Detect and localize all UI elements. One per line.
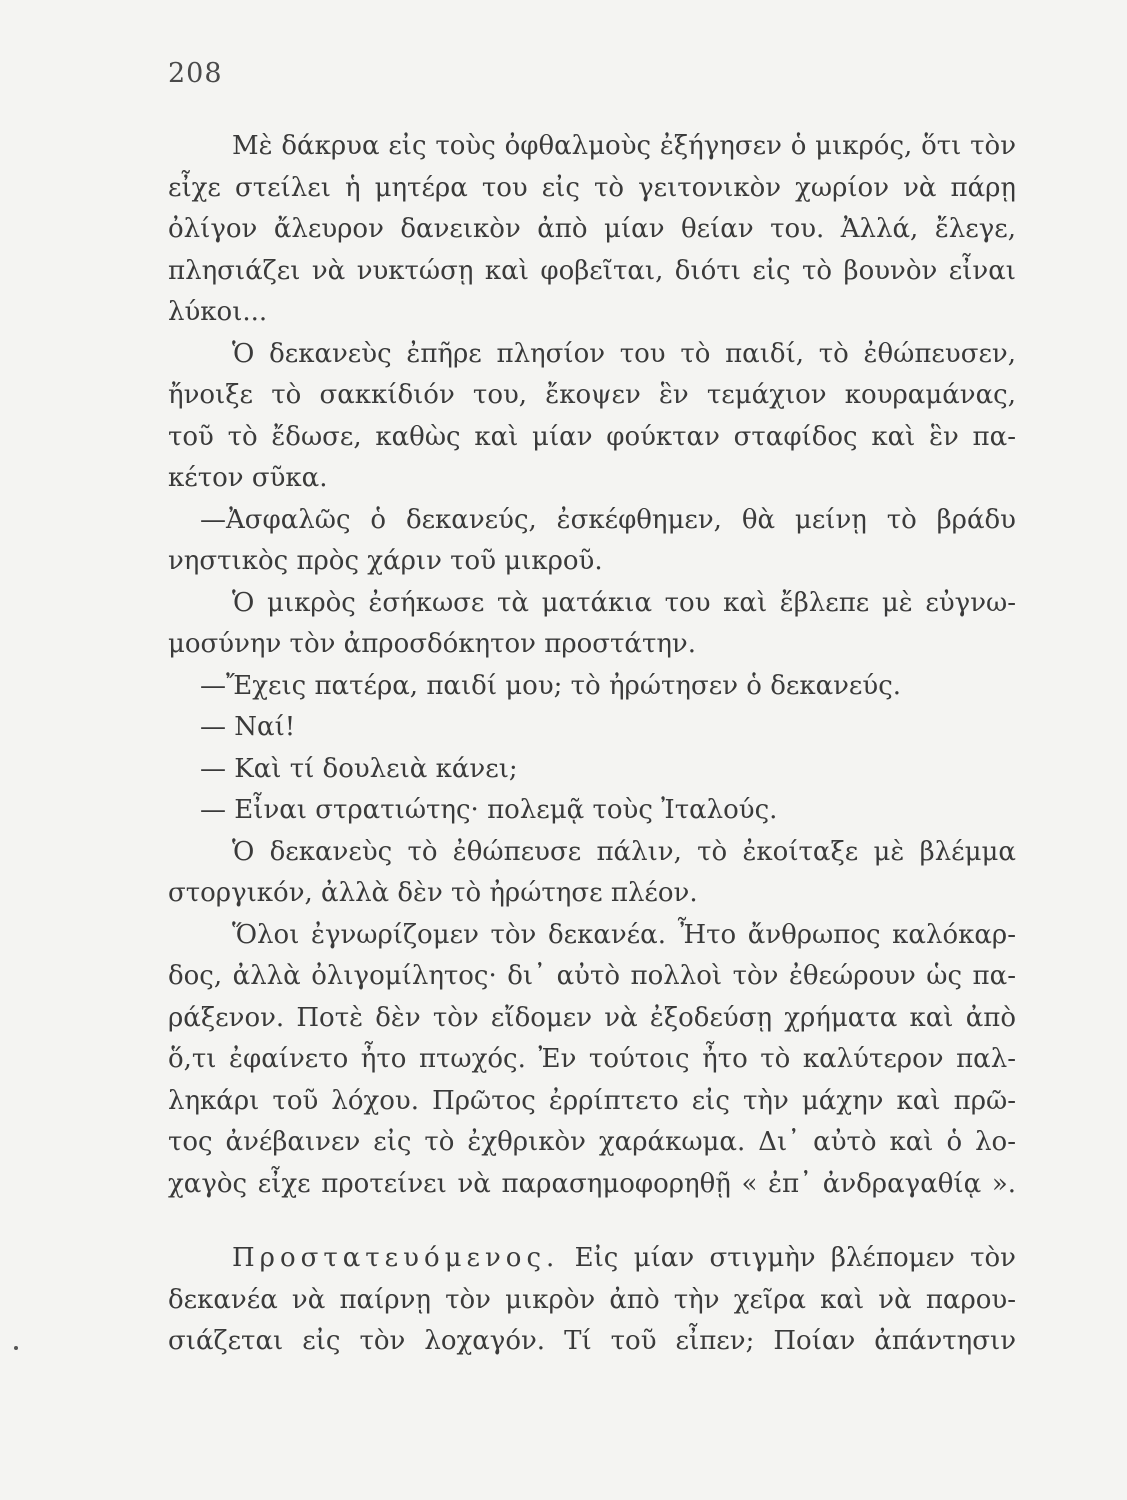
text-line: Ὅλοι ἐγνωρίζομεν τὸν δεκανέα. Ἦτο ἄνθρωπος καλόκαρ- bbox=[232, 919, 1016, 950]
text-line: δεκανέα νὰ παίρνῃ τὸν μικρὸν ἀπὸ τὴν χεῖρα καὶ νὰ παρου- bbox=[168, 1284, 1016, 1315]
page-speck bbox=[14, 1346, 18, 1350]
text-line: Ὁ δεκανεὺς ἐπῆρε πλησίον του τὸ παιδί, τὸ ἐθώπευσεν, bbox=[232, 338, 1016, 369]
text-line: ὀλίγον ἄλευρον δανεικὸν ἀπὸ μίαν θείαν του. Ἀλλά, ἔλεγε, bbox=[168, 214, 1016, 244]
dialogue-line: —Ἔχεις πατέρα, παιδί μου; τὸ ἠρώτησεν ὁ δεκανεύς. bbox=[200, 670, 902, 701]
text-line: —Ἀσφαλῶς ὁ δεκανεύς, ἐσκέφθημεν, θὰ μείνῃ τὸ βράδυ bbox=[200, 504, 1016, 535]
page-number: 208 bbox=[168, 58, 223, 89]
section-first-line-rest: Εἰς μίαν στιγμὴν βλέπομεν τὸν bbox=[574, 1243, 1016, 1273]
section-text bbox=[168, 1238, 1016, 1363]
text-line: ἤνοιξε τὸ σακκίδιόν του, ἔκοψεν ἓν τεμάχιον κουραμάνας, bbox=[168, 380, 1016, 410]
text-line: ράξενον. Ποτὲ δὲν τὸν εἴδομεν νὰ ἐξοδεύσῃ χρήματα καὶ ἀπὸ bbox=[168, 1002, 1016, 1033]
text-line: Ὁ μικρὸς ἐσήκωσε τὰ ματάκια του καὶ ἔβλεπε μὲ εὐγνω- bbox=[232, 587, 1016, 618]
dialogue-line: — Καὶ τί δουλειὰ κάνει; bbox=[200, 753, 518, 784]
text-line: χαγὸς εἶχε προτείνει νὰ παρασημοφορηθῇ « ἐπ᾿ ἀνδραγαθίᾳ ». bbox=[168, 1168, 1016, 1199]
text-line: τοῦ τὸ ἔδωσε, καθὼς καὶ μίαν φούκταν σταφίδος καὶ ἓν πα- bbox=[168, 421, 1016, 452]
text-line: δος, ἀλλὰ ὀλιγομίλητος· δι᾿ αὐτὸ πολλοὶ τὸν ἐθεώρουν ὡς πα- bbox=[168, 961, 1016, 991]
text-line: ληκάρι τοῦ λόχου. Πρῶτος ἐρρίπτετο εἰς τὴν μάχην καὶ πρῶ- bbox=[168, 1085, 1016, 1116]
section-first-line bbox=[168, 1238, 1016, 1280]
text-line: εἶχε στείλει ἡ μητέρα του εἰς τὸ γειτονικὸν χωρίον νὰ πάρῃ bbox=[168, 172, 1016, 203]
text-line: σιάζεται εἰς τὸν λοχαγόν. Τί τοῦ εἶπεν; Ποίαν ἀπάντησιν bbox=[168, 1326, 1016, 1356]
text-line: Ὁ δεκανεὺς τὸ ἐθώπευσε πάλιν, τὸ ἐκοίταξε μὲ βλέμμα bbox=[232, 836, 1016, 867]
text-line: στοργικόν, ἀλλὰ δὲν τὸ ἠρώτησε πλέον. bbox=[168, 878, 698, 908]
text-line: νηστικὸς πρὸς χάριν τοῦ μικροῦ. bbox=[168, 546, 603, 576]
dialogue-line: — Ναί! bbox=[200, 712, 296, 742]
section-heading: Προστατευόμενος. bbox=[232, 1243, 560, 1273]
text-line: κέτον σῦκα. bbox=[168, 463, 328, 493]
text-line: πλησιάζει νὰ νυκτώσῃ καὶ φοβεῖται, διότι εἰς τὸ βουνὸν εἶναι bbox=[168, 255, 1016, 286]
text-line: λύκοι... bbox=[168, 297, 268, 327]
text-line: μοσύνην τὸν ἀπροσδόκητον προστάτην. bbox=[168, 629, 696, 659]
text-line: Μὲ δάκρυα εἰς τοὺς ὀφθαλμοὺς ἐξήγησεν ὁ μικρός, ὅτι τὸν bbox=[232, 131, 1016, 161]
text-line: ὅ,τι ἐφαίνετο ἦτο πτωχός. Ἐν τούτοις ἦτο τὸ καλύτερον παλ- bbox=[168, 1044, 1016, 1074]
body-text bbox=[168, 126, 1016, 1205]
dialogue-line: — Εἶναι στρατιώτης· πολεμᾷ τοὺς Ἰταλούς. bbox=[200, 795, 778, 825]
text-line: τος ἀνέβαινεν εἰς τὸ ἐχθρικὸν χαράκωμα. Δι᾿ αὐτὸ καὶ ὁ λο- bbox=[168, 1127, 1016, 1157]
